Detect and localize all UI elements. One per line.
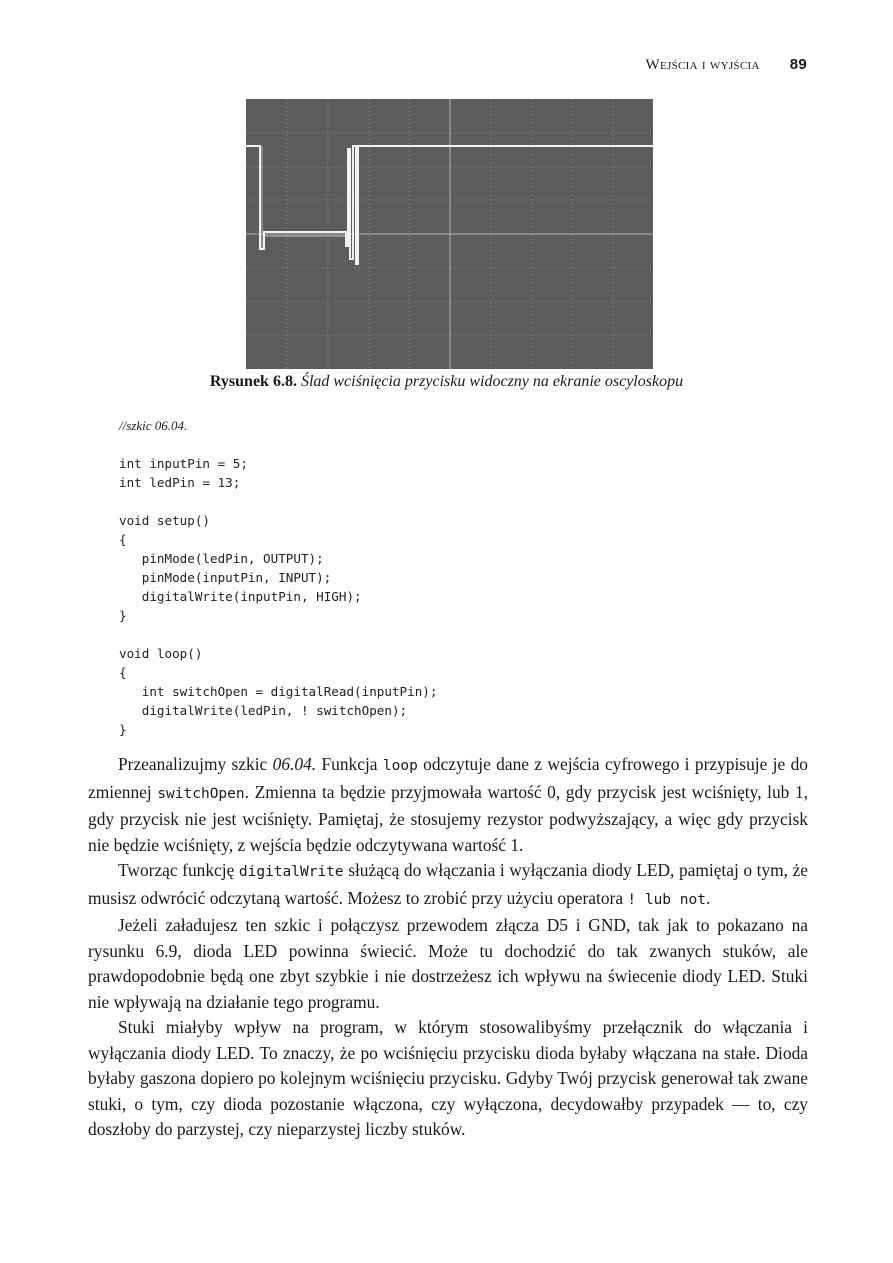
paragraph-4: Stuki miałyby wpływ na program, w którym stosowalibyśmy przełącznik do włączania i wyłączania diody LED. To znaczy, że po wciśnięciu przycisku dioda byłaby włączana na stałe. Dioda byłaby gaszona dopiero po kolejnym wciśnięciu przycisku. Gdyby Twój przycisk generował tak zwane stuki, o tym, czy dioda pozostanie włączona, czy wyłączona, decydowałby przypadek — to, czy doszłoby do parzystej, czy nieparzystej liczby stuków.: [88, 1017, 808, 1139]
text-run: Przeanalizujmy szkic: [118, 754, 273, 774]
text-run: Funkcja: [316, 754, 383, 774]
figure-caption-text: Ślad wciśnięcia przycisku widoczny na ekranie oscyloskopu: [300, 373, 684, 390]
code-line: void setup(): [119, 513, 210, 528]
sketch-ref: 06.04.: [272, 754, 317, 774]
paragraph-1: [88, 752, 808, 858]
code-line: digitalWrite(inputPin, HIGH);: [119, 589, 362, 604]
inline-code: loop: [382, 758, 418, 774]
text-run: . Zmienna ta będzie przyjmowała wartość 0, gdy przycisk jest wciśnięty, lub 1, gdy przycisk nie jest wciśnięty. Pamiętaj, że stosujemy rezystor podwyższający, a więc gdy przycisk nie będzie wciśnięty, z wejścia będzie odczytywana wartość 1.: [88, 781, 808, 855]
code-line: int switchOpen = digitalRead(inputPin);: [119, 684, 438, 699]
code-line: pinMode(inputPin, INPUT);: [119, 570, 332, 585]
figure-caption: [0, 373, 893, 391]
text-run: Tworząc funkcję: [118, 860, 239, 880]
code-line: [119, 435, 437, 454]
inline-code: ! lub not: [627, 891, 706, 908]
chapter-title: Wejścia i wyjścia: [645, 57, 760, 73]
code-line: }: [119, 608, 127, 623]
oscilloscope-trace-image: [246, 99, 653, 369]
inline-code: digitalWrite: [238, 864, 344, 880]
code-line: {: [119, 665, 127, 680]
code-line: {: [119, 532, 127, 547]
code-line: int ledPin = 13;: [119, 475, 241, 490]
code-line: int inputPin = 5;: [119, 456, 248, 471]
paragraph-2: [88, 858, 808, 913]
inline-code: switchOpen: [157, 785, 245, 802]
code-line: pinMode(ledPin, OUTPUT);: [119, 551, 324, 566]
code-line: }: [119, 722, 127, 737]
code-line: [119, 625, 437, 644]
body-text: [88, 752, 808, 1143]
running-head: [646, 56, 807, 74]
page-number: 89: [789, 56, 807, 73]
text-run: .: [705, 887, 711, 908]
oscilloscope-screenshot: [246, 99, 653, 369]
code-line: digitalWrite(ledPin, ! switchOpen);: [119, 703, 408, 718]
code-line: [119, 492, 437, 511]
code-listing: [119, 416, 437, 739]
text-run: odczytuje dane z wejścia cyfrowego i przypisuje je do zmiennej: [88, 754, 808, 802]
oscilloscope-axes: [246, 99, 653, 369]
figure-label: Rysunek 6.8.: [209, 373, 297, 390]
text-run: służącą do włączania i wyłączania diody LED, pamiętaj o tym, że musisz odwrócić odczytaną wartość. Możesz to zrobić przy użyciu operatora: [88, 860, 809, 908]
paragraph-3: Jeżeli załadujesz ten szkic i połączysz przewodem złącza D5 i GND, tak jak to pokazano na rysunku 6.9, dioda LED powinna świecić. Może tu dochodzić do tak zwanych stuków, ale prawdopodobnie będą one zbyt szybkie i nie dostrzeżesz ich wpływu na świecenie diody LED. Stuki nie wpływają na działanie tego programu.: [88, 915, 808, 1012]
code-line: void loop(): [119, 646, 203, 661]
code-comment: //szkic 06.04.: [119, 418, 188, 433]
